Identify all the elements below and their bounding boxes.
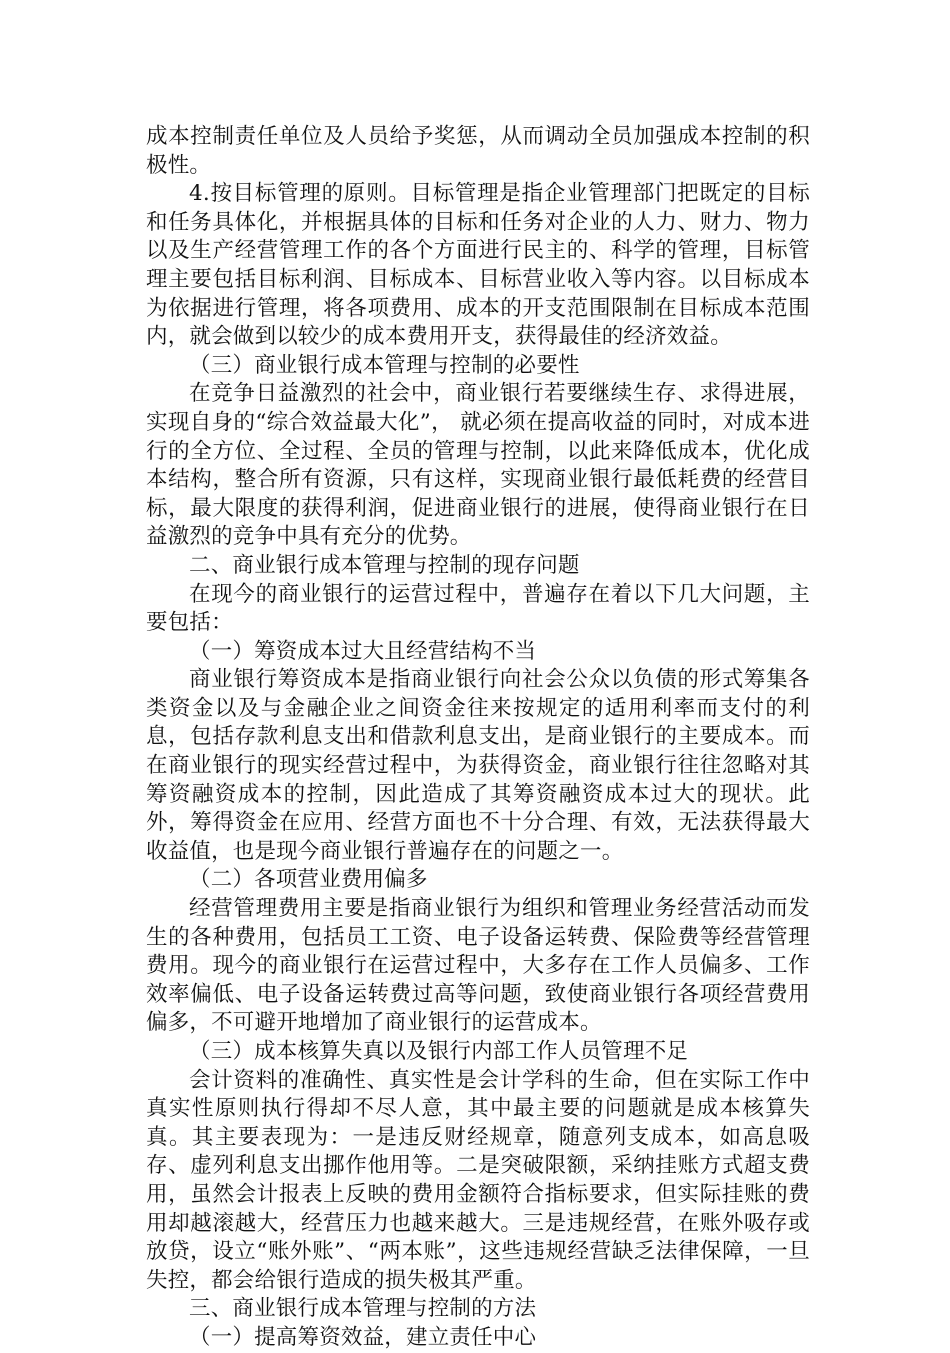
heading-existing-problems: 二、商业银行成本管理与控制的现存问题 bbox=[189, 552, 580, 578]
heading-methods: 三、商业银行成本管理与控制的方法 bbox=[189, 1296, 537, 1322]
subheading-cost-accounting: （三）成本核算失真以及银行内部工作人员管理不足 bbox=[189, 1039, 689, 1064]
subheading-funding-cost: （一）筹资成本过大且经营结构不当 bbox=[189, 638, 537, 664]
paragraph-cost-accounting: 会计资料的准确性、真实性是会计学科的生命，但在实际工作中真实性原则执行得却不尽人意，其中最主要的问题就是成本核算失真。其主要表现为：一是违反财经规章，随意列支成本，如高息吸存、虚列利息支出挪作他用等。二是突破限额，采纳挂账方式超支费用，虽然会计报表上反映的费用金额符合指标要求，但实际挂账的费用却越滚越大，经营压力也越来越大。三是违规经营，在账外吸存或放贷，设立“账外账”、“两本账”，这些违规经营缺乏法律保障，一旦失控，都会给银行造成的损失极其严重。 bbox=[146, 1067, 810, 1293]
subheading-operating-expenses: （二）各项营业费用偏多 bbox=[189, 867, 428, 893]
subheading-funding-efficiency: （一）提高筹资效益，建立责任中心 bbox=[189, 1324, 537, 1350]
paragraph-competition: 在竞争日益激烈的社会中，商业银行若要继续生存、求得进展，实现自身的“综合效益最大化”， 就必须在提高收益的同时，对成本进行的全方位、全过程、全员的管理与控制，以此来降低成本，优化成本结构，整合所有资源，只有这样，实现商业银行最低耗费的经营目标，最大限度的获得利润，促进商业银行的进展，使得商业银行在日益激烈的竞争中具有充分的优势。 bbox=[146, 381, 810, 550]
paragraph-continuation: 成本控制责任单位及人员给予奖惩，从而调动全员加强成本控制的积极性。 bbox=[146, 124, 810, 178]
paragraph-problems-intro: 在现今的商业银行的运营过程中，普遍存在着以下几大问题，主要包括： bbox=[146, 581, 810, 636]
document-page bbox=[146, 123, 810, 1353]
paragraph-funding-cost: 商业银行筹资成本是指商业银行向社会公众以负债的形式筹集各类资金以及与金融企业之间资金往来按规定的适用利率而支付的利息，包括存款利息支出和借款利息支出，是商业银行的主要成本。而在商业银行的现实经营过程中，为获得资金，商业银行往往忽略对其筹资融资成本的控制，因此造成了其筹资融资成本过大的现状。此外，筹得资金在应用、经营方面也不十分合理、有效，无法获得最大收益值，也是现今商业银行普遍存在的问题之一。 bbox=[146, 667, 810, 864]
subheading-necessity: （三）商业银行成本管理与控制的必要性 bbox=[189, 352, 580, 378]
paragraph-operating-expenses: 经营管理费用主要是指商业银行为组织和管理业务经营活动而发生的各种费用，包括员工工资、电子设备运转费、保险费等经营管理费用。现今的商业银行在运营过程中，大多存在工作人员偏多、工作效率偏低、电子设备运转费过高等问题，致使商业银行各项经营费用偏多，不可避开地增加了商业银行的运营成本。 bbox=[146, 896, 810, 1036]
paragraph-target-management: 4.按目标管理的原则。目标管理是指企业管理部门把既定的目标和任务具体化，并根据具体的目标和任务对企业的人力、财力、物力以及生产经营管理工作的各个方面进行民主的、科学的管理，目标管理主要包括目标利润、目标成本、目标营业收入等内容。以目标成本为依据进行管理，将各项费用、成本的开支范围限制在目标成本范围内，就会做到以较少的成本费用开支，获得最佳的经济效益。 bbox=[146, 181, 810, 350]
